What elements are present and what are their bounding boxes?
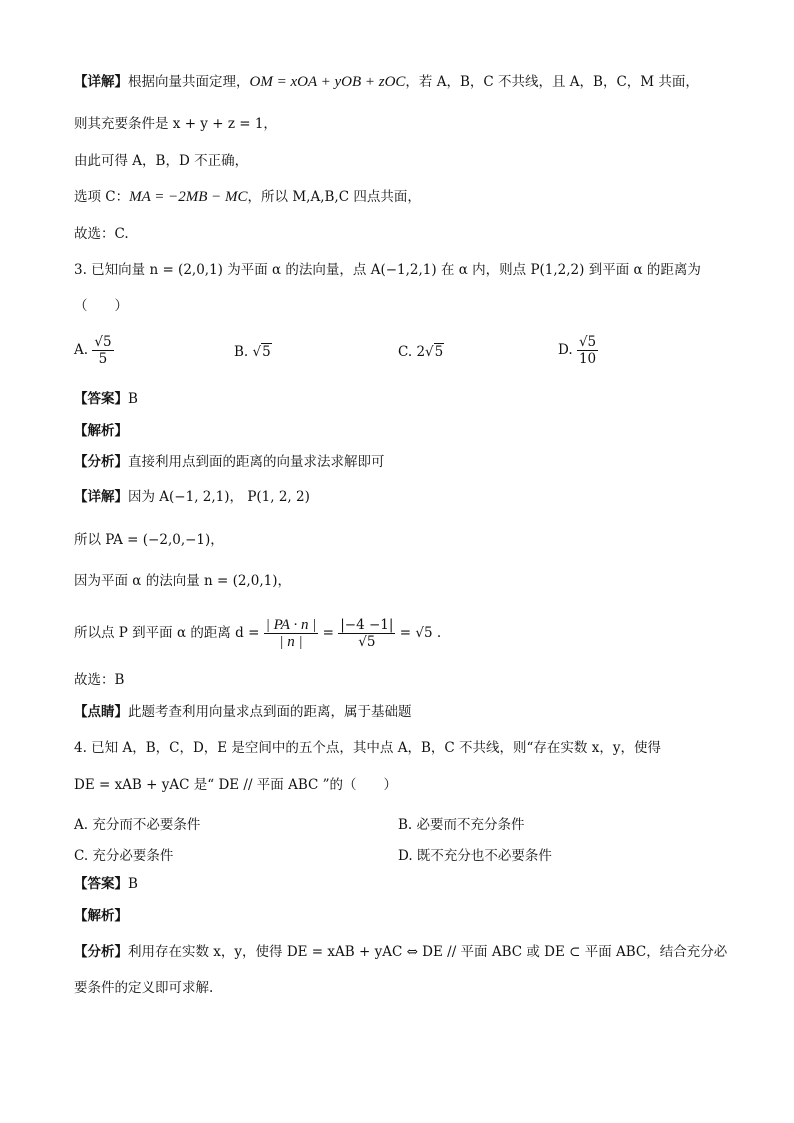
option-c-coefficient: 2 xyxy=(416,344,426,360)
option-a xyxy=(74,334,114,367)
option-c-value: 5 xyxy=(434,344,444,360)
q4-option-a: A. 充分而不必要条件 xyxy=(74,817,201,833)
vector-formula: OM = xOA + yOB + zOC xyxy=(249,74,406,90)
detail-3 xyxy=(74,487,724,507)
question-4-line-2: DE = xAB + yAC 是“ DE // 平面 ABC ”的（ ） xyxy=(74,777,398,793)
option-b: B. √5 xyxy=(234,344,271,360)
option-a-numerator: √5 xyxy=(94,334,112,350)
analysis-heading-4: 【解析】 xyxy=(74,908,128,924)
comment-tag: 【点睛】 xyxy=(74,704,128,720)
answer-tag: 【答案】 xyxy=(74,391,128,407)
detail-line-1 xyxy=(74,72,724,92)
distance-fraction xyxy=(264,617,319,650)
equals-sign: = xyxy=(322,625,334,641)
option-a-label: A. xyxy=(74,342,89,358)
detail-rest: ，若 A，B，C 不共线，且 A，B，C，M 共面， xyxy=(405,74,699,90)
question-3-line-2: （ ） xyxy=(74,298,128,314)
detail-text: 根据向量共面定理， xyxy=(128,74,250,90)
comment-text: 此题考查利用向量求点到面的距离，属于基础题 xyxy=(128,704,412,720)
analysis-4-tag: 【分析】 xyxy=(74,944,128,960)
analysis-3 xyxy=(74,452,724,472)
distance-numerator-2: |−4 −1| xyxy=(340,617,394,633)
analysis-text: 直接利用点到面的距离的向量求法求解即可 xyxy=(128,454,385,470)
detail-line-4 xyxy=(74,187,724,207)
option-d-numerator: √5 xyxy=(578,334,597,350)
step-1: 所以 PA = (−2,0,−1)， xyxy=(74,532,224,548)
option-a-denominator: 5 xyxy=(98,351,108,367)
option-c-post: ，所以 M,A,B,C 四点共面， xyxy=(247,189,421,205)
distance-fraction-2 xyxy=(338,617,395,650)
option-d xyxy=(558,334,598,367)
option-d-fraction xyxy=(577,334,598,367)
analysis-4-text: 利用存在实数 x，y，使得 DE = xAB + yAC ⇔ DE // 平面 ABC 或 DE ⊂ 平面 ABC，结合充分必 xyxy=(128,944,728,960)
choose-b: 故选：B xyxy=(74,672,125,688)
question-3-line-1: 3. 已知向量 n = (2,0,1) 为平面 α 的法向量，点 A(−1,2,1) 在 α 内，则点 P(1,2,2) 到平面 α 的距离为 xyxy=(74,262,701,278)
detail-3-text: 因为 A(−1, 2,1)， P(1, 2, 2) xyxy=(128,489,310,505)
q4-option-c: C. 充分必要条件 xyxy=(74,848,174,864)
analysis-heading-3: 【解析】 xyxy=(74,423,128,439)
answer-4-tag: 【答案】 xyxy=(74,876,128,892)
detail-line-3: 由此可得 A，B，D 不正确， xyxy=(74,153,249,169)
q4-option-d: D. 既不充分也不必要条件 xyxy=(398,848,552,864)
option-a-fraction xyxy=(92,334,113,367)
detail-3-tag: 【详解】 xyxy=(74,489,128,505)
answer-value: B xyxy=(128,391,138,407)
option-b-label: B. xyxy=(234,344,249,360)
detail-tag: 【详解】 xyxy=(74,74,128,90)
vector-formula-2: MA = −2MB − MC xyxy=(129,189,248,205)
option-b-value: 5 xyxy=(262,344,271,360)
option-c-label: C. xyxy=(398,344,413,360)
detail-line-2: 则其充要条件是 x + y + z = 1， xyxy=(74,116,277,132)
step-2: 因为平面 α 的法向量 n = (2,0,1)， xyxy=(74,573,291,589)
step-3-prefix: 所以点 P 到平面 α 的距离 d = xyxy=(74,625,260,641)
comment-3 xyxy=(74,702,724,722)
answer-4-value: B xyxy=(128,876,138,892)
distance-numerator: | PA · n | xyxy=(265,617,317,633)
analysis-4-line-2: 要条件的定义即可求解. xyxy=(74,980,214,996)
analysis-4 xyxy=(74,942,728,962)
analysis-tag: 【分析】 xyxy=(74,454,128,470)
answer-3 xyxy=(74,389,724,409)
choose-c: 故选：C. xyxy=(74,226,129,242)
answer-4 xyxy=(74,874,724,894)
option-d-label: D. xyxy=(558,342,573,358)
step-3 xyxy=(74,616,724,650)
option-c: C. 2√5 xyxy=(398,344,444,360)
distance-denominator: | n | xyxy=(279,634,303,650)
q4-option-b: B. 必要而不充分条件 xyxy=(398,817,525,833)
distance-result: = √5 . xyxy=(399,625,442,641)
distance-denominator-2: √5 xyxy=(358,634,376,650)
option-c-prefix: 选项 C： xyxy=(74,189,130,205)
option-d-denominator: 10 xyxy=(578,351,597,367)
question-4-line-1: 4. 已知 A，B，C，D，E 是空间中的五个点，其中点 A，B，C 不共线，则“存在实数 x，y，使得 xyxy=(74,740,661,756)
